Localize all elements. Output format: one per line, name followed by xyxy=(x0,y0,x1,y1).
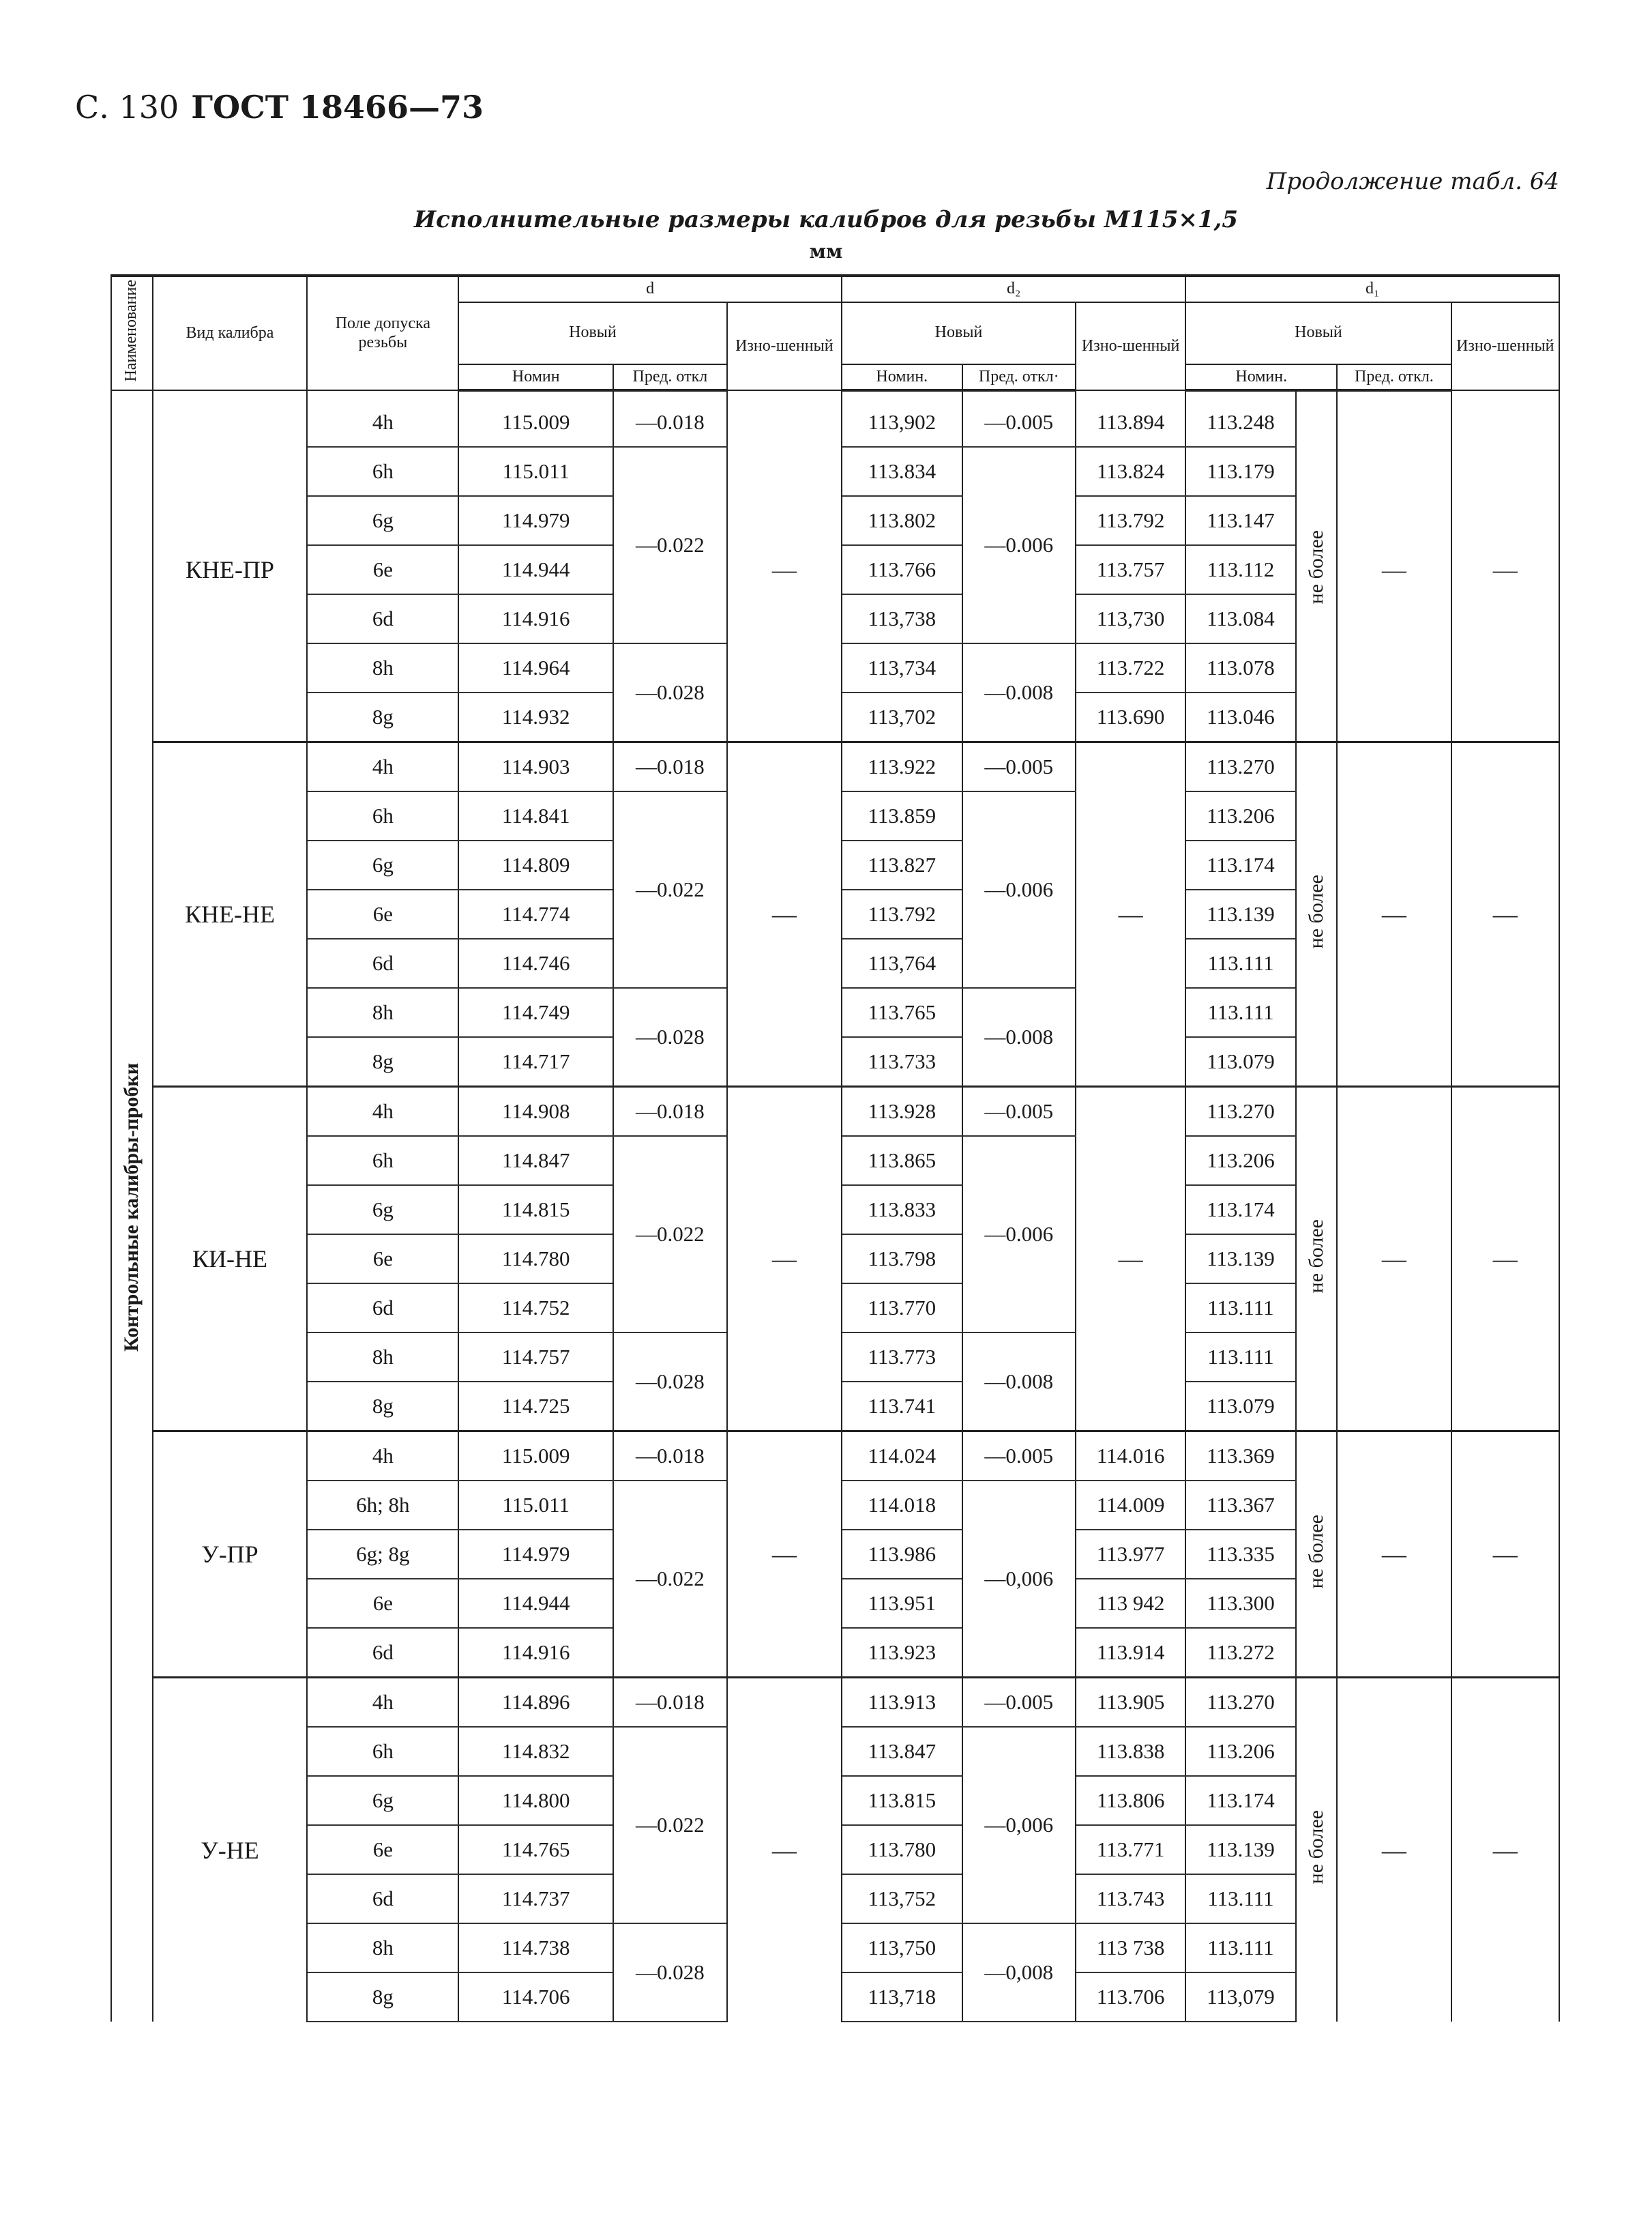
d-nominal: 114.964 xyxy=(458,643,613,693)
d1-limit-note xyxy=(1296,1678,1338,2022)
d-worn: — xyxy=(727,742,842,1087)
d2-nominal: 113,752 xyxy=(842,1874,962,1923)
d2-nominal: 113,764 xyxy=(842,939,962,988)
d-nominal: 114.944 xyxy=(458,1579,613,1628)
tolerance-field: 6h xyxy=(307,447,458,496)
d2-worn: 113.690 xyxy=(1076,693,1185,742)
tolerance-field: 6h xyxy=(307,791,458,841)
d1-nominal: 113.139 xyxy=(1185,1825,1295,1874)
d2-nominal: 113.922 xyxy=(842,742,962,792)
d2-worn: 113.824 xyxy=(1076,447,1185,496)
d2-nominal: 113.834 xyxy=(842,447,962,496)
d2-deviation: —0.006 xyxy=(962,791,1076,988)
d-nominal: 115.009 xyxy=(458,1431,613,1481)
d2-worn: 113.806 xyxy=(1076,1776,1185,1825)
d2-nominal: 113.792 xyxy=(842,890,962,939)
gauge-type-name: КНЕ-ПР xyxy=(153,390,308,742)
d1-nominal: 113.206 xyxy=(1185,791,1295,841)
tolerance-field: 6h xyxy=(307,1136,458,1185)
d2-nominal: 113.827 xyxy=(842,841,962,890)
d-deviation: —0.028 xyxy=(613,643,726,742)
d1-limit-note xyxy=(1296,1087,1338,1431)
d1-limit-note-text: не более xyxy=(1304,1514,1327,1589)
gauge-type-name: У-ПР xyxy=(153,1431,308,1678)
d1-nominal: 113.206 xyxy=(1185,1136,1295,1185)
d1-worn: — xyxy=(1451,742,1559,1087)
d1-limit-note-text: не более xyxy=(1304,1810,1327,1884)
tolerance-field: 4h xyxy=(307,742,458,792)
d2-deviation: —0.005 xyxy=(962,742,1076,792)
d1-nominal: 113.111 xyxy=(1185,1332,1295,1382)
header-d2-worn: Изно-шенный xyxy=(1076,302,1185,391)
d1-nominal: 113.248 xyxy=(1185,390,1295,447)
d-nominal: 114.979 xyxy=(458,1530,613,1579)
d2-nominal: 113.770 xyxy=(842,1283,962,1332)
d1-nominal: 113.111 xyxy=(1185,939,1295,988)
d2-nominal: 113.773 xyxy=(842,1332,962,1382)
d1-nominal: 113.111 xyxy=(1185,988,1295,1037)
header-d2: d₂ xyxy=(842,276,1185,302)
d-deviation: —0.028 xyxy=(613,988,726,1087)
d2-worn: — xyxy=(1076,742,1185,1087)
table-header xyxy=(111,276,1559,390)
d2-worn: 113.792 xyxy=(1076,496,1185,545)
tolerance-field: 6d xyxy=(307,1628,458,1678)
header-d1-nominal: Номин. xyxy=(1185,364,1337,391)
d1-nominal: 113.147 xyxy=(1185,496,1295,545)
d2-nominal: 113.802 xyxy=(842,496,962,545)
d2-nominal: 113.859 xyxy=(842,791,962,841)
d2-nominal: 113.733 xyxy=(842,1037,962,1087)
d1-limit-note xyxy=(1296,1431,1338,1678)
d1-nominal: 113,079 xyxy=(1185,1972,1295,2022)
table-row xyxy=(111,1087,1559,1137)
d1-deviation: — xyxy=(1337,1431,1451,1678)
table-title: Исполнительные размеры калибров для резьбы М115×1,5 xyxy=(413,206,1239,233)
d1-nominal: 113.270 xyxy=(1185,742,1295,792)
d2-worn: 113.894 xyxy=(1076,390,1185,447)
d-deviation: —0.018 xyxy=(613,390,726,447)
gauge-dimensions-table xyxy=(110,274,1560,2022)
d2-deviation: —0,006 xyxy=(962,1727,1076,1923)
d2-worn: 114.016 xyxy=(1076,1431,1185,1481)
d-nominal: 114.765 xyxy=(458,1825,613,1874)
d1-nominal: 113.111 xyxy=(1185,1923,1295,1972)
tolerance-field: 4h xyxy=(307,1678,458,1728)
tolerance-field: 8h xyxy=(307,1923,458,1972)
d-nominal: 115.011 xyxy=(458,1481,613,1530)
table-row xyxy=(111,1678,1559,1728)
d1-nominal: 113.079 xyxy=(1185,1382,1295,1431)
category-label-text: Контрольные калибры-пробки xyxy=(120,1062,143,1352)
d2-nominal: 113.766 xyxy=(842,545,962,594)
d1-nominal: 113.079 xyxy=(1185,1037,1295,1087)
d1-nominal: 113.367 xyxy=(1185,1481,1295,1530)
d2-nominal: 113.923 xyxy=(842,1628,962,1678)
tolerance-field: 6d xyxy=(307,939,458,988)
tolerance-field: 6d xyxy=(307,1283,458,1332)
d-worn: — xyxy=(727,390,842,742)
gauge-type-name: КНЕ-НЕ xyxy=(153,742,308,1087)
d2-deviation: —0.005 xyxy=(962,1087,1076,1137)
tolerance-field: 8g xyxy=(307,693,458,742)
d2-worn: 113,730 xyxy=(1076,594,1185,643)
gauge-type-name: КИ-НЕ xyxy=(153,1087,308,1431)
tolerance-field: 4h xyxy=(307,1087,458,1137)
d-deviation: —0.018 xyxy=(613,1678,726,1728)
d2-nominal: 113.986 xyxy=(842,1530,962,1579)
d-deviation: —0.022 xyxy=(613,1481,726,1678)
tolerance-field: 8h xyxy=(307,988,458,1037)
d2-nominal: 113,702 xyxy=(842,693,962,742)
d-nominal: 114.908 xyxy=(458,1087,613,1137)
d2-nominal: 113.865 xyxy=(842,1136,962,1185)
d2-worn: 113 942 xyxy=(1076,1579,1185,1628)
tolerance-field: 6h xyxy=(307,1727,458,1776)
d-nominal: 114.725 xyxy=(458,1382,613,1431)
d1-nominal: 113.111 xyxy=(1185,1874,1295,1923)
tolerance-field: 6e xyxy=(307,1579,458,1628)
header-tolerance: Поле допуска резьбы xyxy=(307,276,458,390)
d1-nominal: 113.270 xyxy=(1185,1678,1295,1728)
header-d-deviation: Пред. откл xyxy=(613,364,726,391)
table-continuation-note: Продолжение табл. 64 xyxy=(1266,168,1559,195)
d2-worn: 113.722 xyxy=(1076,643,1185,693)
d2-deviation: —0,008 xyxy=(962,1923,1076,2022)
d-nominal: 114.944 xyxy=(458,545,613,594)
d1-nominal: 113.078 xyxy=(1185,643,1295,693)
d2-nominal: 113.928 xyxy=(842,1087,962,1137)
d2-nominal: 113,738 xyxy=(842,594,962,643)
d2-worn: 113.977 xyxy=(1076,1530,1185,1579)
header-d2-new: Новый xyxy=(842,302,1076,364)
header-d-worn: Изно-шенный xyxy=(727,302,842,391)
d2-nominal: 113.798 xyxy=(842,1234,962,1283)
tolerance-field: 8h xyxy=(307,1332,458,1382)
d2-deviation: —0.008 xyxy=(962,988,1076,1087)
d1-nominal: 113.369 xyxy=(1185,1431,1295,1481)
d2-deviation: —0.005 xyxy=(962,390,1076,447)
d2-nominal: 113.833 xyxy=(842,1185,962,1234)
d-nominal: 114.916 xyxy=(458,594,613,643)
tolerance-field: 6g xyxy=(307,496,458,545)
tolerance-field: 6g; 8g xyxy=(307,1530,458,1579)
d-worn: — xyxy=(727,1087,842,1431)
d-nominal: 114.896 xyxy=(458,1678,613,1728)
d2-deviation: —0.005 xyxy=(962,1431,1076,1481)
tolerance-field: 6e xyxy=(307,1234,458,1283)
tolerance-field: 6d xyxy=(307,1874,458,1923)
d2-nominal: 113,902 xyxy=(842,390,962,447)
table-row xyxy=(111,742,1559,792)
d1-limit-note xyxy=(1296,742,1338,1087)
d-nominal: 114.717 xyxy=(458,1037,613,1087)
d-deviation: —0.018 xyxy=(613,1431,726,1481)
tolerance-field: 8h xyxy=(307,643,458,693)
d-worn: — xyxy=(727,1431,842,1678)
d1-nominal: 113.270 xyxy=(1185,1087,1295,1137)
gauge-type-name: У-НЕ xyxy=(153,1678,308,2022)
d1-nominal: 113.084 xyxy=(1185,594,1295,643)
d1-nominal: 113.206 xyxy=(1185,1727,1295,1776)
d2-worn: 113.757 xyxy=(1076,545,1185,594)
d-nominal: 114.746 xyxy=(458,939,613,988)
d2-nominal: 113.741 xyxy=(842,1382,962,1431)
d-nominal: 115.011 xyxy=(458,447,613,496)
header-d2-deviation: Пред. откл· xyxy=(962,364,1076,391)
page-number: С. 130 xyxy=(75,89,179,126)
tolerance-field: 6e xyxy=(307,890,458,939)
d-nominal: 114.737 xyxy=(458,1874,613,1923)
d2-nominal: 113,734 xyxy=(842,643,962,693)
d-nominal: 114.815 xyxy=(458,1185,613,1234)
d1-nominal: 113.300 xyxy=(1185,1579,1295,1628)
table-body xyxy=(111,390,1559,2022)
d1-deviation: — xyxy=(1337,390,1451,742)
d-nominal: 114.757 xyxy=(458,1332,613,1382)
d1-nominal: 113.112 xyxy=(1185,545,1295,594)
d1-limit-note-text: не более xyxy=(1304,529,1327,604)
d1-nominal: 113.174 xyxy=(1185,841,1295,890)
d2-worn: 114.009 xyxy=(1076,1481,1185,1530)
d1-nominal: 113.272 xyxy=(1185,1628,1295,1678)
d2-nominal: 113.765 xyxy=(842,988,962,1037)
d-nominal: 114.832 xyxy=(458,1727,613,1776)
d-nominal: 114.749 xyxy=(458,988,613,1037)
d-nominal: 114.809 xyxy=(458,841,613,890)
d1-worn: — xyxy=(1451,390,1559,742)
d1-limit-note-text: не более xyxy=(1304,874,1327,949)
tolerance-field: 8g xyxy=(307,1972,458,2022)
page-header xyxy=(75,89,484,126)
d2-worn: 113.771 xyxy=(1076,1825,1185,1874)
d2-deviation: —0.008 xyxy=(962,643,1076,742)
d2-worn: 113 738 xyxy=(1076,1923,1185,1972)
d2-worn: 113.838 xyxy=(1076,1727,1185,1776)
d1-nominal: 113.179 xyxy=(1185,447,1295,496)
header-d1: d₁ xyxy=(1185,276,1559,302)
header-name: Наименование xyxy=(111,276,153,390)
d-deviation: —0.028 xyxy=(613,1923,726,2022)
d2-worn: 113.914 xyxy=(1076,1628,1185,1678)
header-d1-worn: Изно-шенный xyxy=(1451,302,1559,391)
d1-limit-note-text: не более xyxy=(1304,1219,1327,1294)
d1-nominal: 113.174 xyxy=(1185,1776,1295,1825)
d2-worn: 113.706 xyxy=(1076,1972,1185,2022)
d-deviation: —0.022 xyxy=(613,1727,726,1923)
d-deviation: —0.028 xyxy=(613,1332,726,1431)
tolerance-field: 6e xyxy=(307,545,458,594)
d-nominal: 114.903 xyxy=(458,742,613,792)
d2-deviation: —0.006 xyxy=(962,1136,1076,1332)
d-nominal: 114.706 xyxy=(458,1972,613,2022)
d-nominal: 114.800 xyxy=(458,1776,613,1825)
d-nominal: 114.916 xyxy=(458,1628,613,1678)
tolerance-field: 4h xyxy=(307,390,458,447)
d-nominal: 114.847 xyxy=(458,1136,613,1185)
d2-nominal: 113,718 xyxy=(842,1972,962,2022)
d1-worn: — xyxy=(1451,1087,1559,1431)
d2-nominal: 114.024 xyxy=(842,1431,962,1481)
table-units: мм xyxy=(809,240,843,263)
header-d1-deviation: Пред. откл. xyxy=(1337,364,1451,391)
header-d2-nominal: Номин. xyxy=(842,364,962,391)
table-row xyxy=(111,1431,1559,1481)
d-deviation: —0.018 xyxy=(613,742,726,792)
d-nominal: 115.009 xyxy=(458,390,613,447)
d-nominal: 114.841 xyxy=(458,791,613,841)
tolerance-field: 6e xyxy=(307,1825,458,1874)
d1-worn: — xyxy=(1451,1431,1559,1678)
d1-nominal: 113.111 xyxy=(1185,1283,1295,1332)
d-deviation: —0.018 xyxy=(613,1087,726,1137)
d-nominal: 114.774 xyxy=(458,890,613,939)
d1-nominal: 113.335 xyxy=(1185,1530,1295,1579)
d1-nominal: 113.139 xyxy=(1185,1234,1295,1283)
d2-nominal: 113.847 xyxy=(842,1727,962,1776)
d2-deviation: —0.005 xyxy=(962,1678,1076,1728)
header-d: d xyxy=(458,276,842,302)
category-label xyxy=(111,390,153,2022)
d2-nominal: 113.951 xyxy=(842,1579,962,1628)
header-d1-new: Новый xyxy=(1185,302,1451,364)
d2-deviation: —0.008 xyxy=(962,1332,1076,1431)
d2-worn: — xyxy=(1076,1087,1185,1431)
d2-deviation: —0,006 xyxy=(962,1481,1076,1678)
tolerance-field: 4h xyxy=(307,1431,458,1481)
d2-deviation: —0.006 xyxy=(962,447,1076,643)
d1-deviation: — xyxy=(1337,1678,1451,2022)
d2-nominal: 113,750 xyxy=(842,1923,962,1972)
d-nominal: 114.752 xyxy=(458,1283,613,1332)
d-nominal: 114.738 xyxy=(458,1923,613,1972)
tolerance-field: 8g xyxy=(307,1382,458,1431)
tolerance-field: 6g xyxy=(307,1776,458,1825)
header-gauge-type: Вид калибра xyxy=(153,276,308,390)
d-deviation: —0.022 xyxy=(613,791,726,988)
d1-worn: — xyxy=(1451,1678,1559,2022)
standard-code: ГОСТ 18466—73 xyxy=(191,89,484,126)
d1-nominal: 113.174 xyxy=(1185,1185,1295,1234)
d1-nominal: 113.139 xyxy=(1185,890,1295,939)
d2-worn: 113.905 xyxy=(1076,1678,1185,1728)
tolerance-field: 6d xyxy=(307,594,458,643)
d2-nominal: 113.913 xyxy=(842,1678,962,1728)
d2-nominal: 114.018 xyxy=(842,1481,962,1530)
tolerance-field: 6h; 8h xyxy=(307,1481,458,1530)
tolerance-field: 6g xyxy=(307,1185,458,1234)
d-nominal: 114.780 xyxy=(458,1234,613,1283)
d1-deviation: — xyxy=(1337,1087,1451,1431)
tolerance-field: 6g xyxy=(307,841,458,890)
d-nominal: 114.979 xyxy=(458,496,613,545)
d-deviation: —0.022 xyxy=(613,447,726,643)
d-deviation: —0.022 xyxy=(613,1136,726,1332)
d2-nominal: 113.815 xyxy=(842,1776,962,1825)
table-row xyxy=(111,390,1559,447)
d1-deviation: — xyxy=(1337,742,1451,1087)
d2-nominal: 113.780 xyxy=(842,1825,962,1874)
d1-nominal: 113.046 xyxy=(1185,693,1295,742)
tolerance-field: 8g xyxy=(307,1037,458,1087)
d2-worn: 113.743 xyxy=(1076,1874,1185,1923)
d-nominal: 114.932 xyxy=(458,693,613,742)
header-d-nominal: Номин xyxy=(458,364,613,391)
d-worn: — xyxy=(727,1678,842,2022)
header-d-new: Новый xyxy=(458,302,726,364)
d1-limit-note xyxy=(1296,390,1338,742)
